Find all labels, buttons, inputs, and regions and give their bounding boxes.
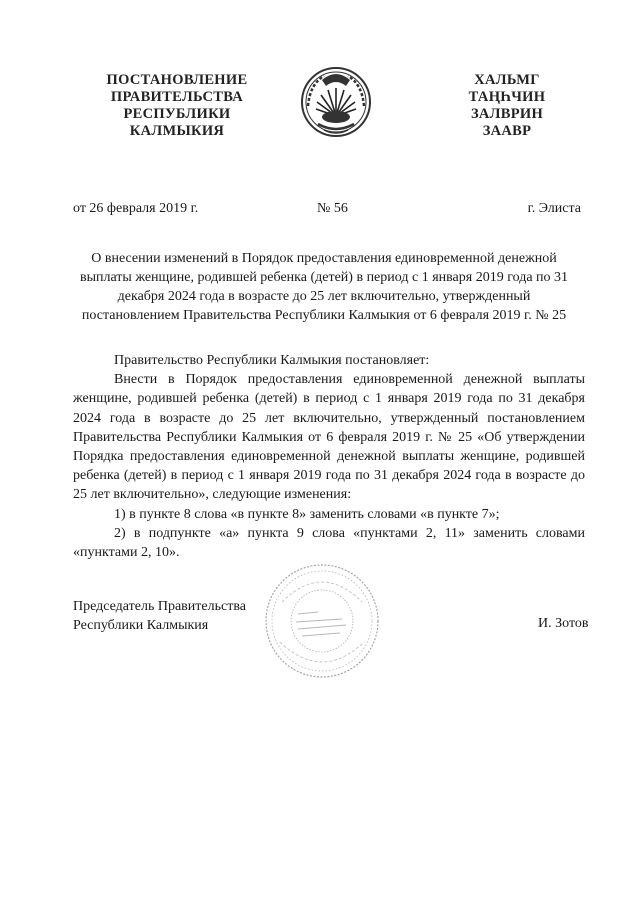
document-date: от 26 февраля 2019 г. [73, 201, 199, 216]
signatory-name: И. Зотов [538, 616, 589, 631]
document-body [73, 351, 585, 562]
signature-title-line: Республики Калмыкия [73, 618, 209, 633]
signature-title-line: Председатель Правительства [73, 599, 246, 614]
official-seal-stamp-icon [262, 562, 382, 680]
header-left-line: ПРАВИТЕЛЬСТВА [110, 89, 244, 105]
title-line: декабря 2024 года в возрасте до 25 лет включительно, утвержденный [117, 289, 531, 304]
header-right-line: ЗАЛВРИН [470, 106, 544, 122]
document-number: № 56 [317, 201, 348, 216]
header-right-line: ЗААВР [482, 123, 532, 139]
body-intro: Правительство Республики Калмыкия постановляет: [114, 353, 430, 368]
document-title [60, 249, 588, 325]
header-right-line: ХАЛЬМГ [474, 72, 540, 88]
document-meta-row [73, 201, 583, 219]
header-right-kalmyk [452, 72, 562, 140]
title-line: выплаты женщине, родившей ребенка (детей) в период с 1 января 2019 года по 31 [79, 270, 569, 285]
coat-of-arms-emblem-icon [300, 64, 372, 140]
header-left-line: ПОСТАНОВЛЕНИЕ [106, 72, 248, 88]
header-left-line: РЕСПУБЛИКИ [123, 106, 231, 122]
header-left-russian [92, 72, 262, 140]
body-main-paragraph: Внести в Порядок предоставления единовременной денежной выплаты женщине, родившей ребенка (детей) в период с 1 января 2019 года по 31 декабря 2024 года в возрасте до 25 лет включительно, утвержденный постановлением Правительства Республики Калмыкия от 6 февраля 2019 г. № 25 «Об утверждении Порядка предоставления единовременной денежной выплаты женщине, родившей ребенка (детей) в период с 1 января 2019 года по 31 декабря 2024 года в возрасте до 25 лет включительно», следующие изменения: [73, 372, 585, 503]
signature-title [73, 597, 246, 635]
title-line: постановлением Правительства Республики Калмыкия от 6 февраля 2019 г. № 25 [81, 308, 567, 323]
title-line: О внесении изменений в Порядок предоставления единовременной денежной [91, 251, 557, 266]
body-item-1: 1) в пункте 8 слова «в пункте 8» заменить словами «в пункте 7»; [114, 506, 500, 522]
header-left-line: КАЛМЫКИЯ [129, 123, 225, 139]
body-item-2: 2) в подпункте «а» пункта 9 слова «пунктами 2, 11» заменить словами «пунктами 2, 10». [73, 525, 585, 561]
document-city: г. Элиста [527, 201, 581, 216]
header-right-line: ТАҢҺЧИН [468, 89, 546, 105]
